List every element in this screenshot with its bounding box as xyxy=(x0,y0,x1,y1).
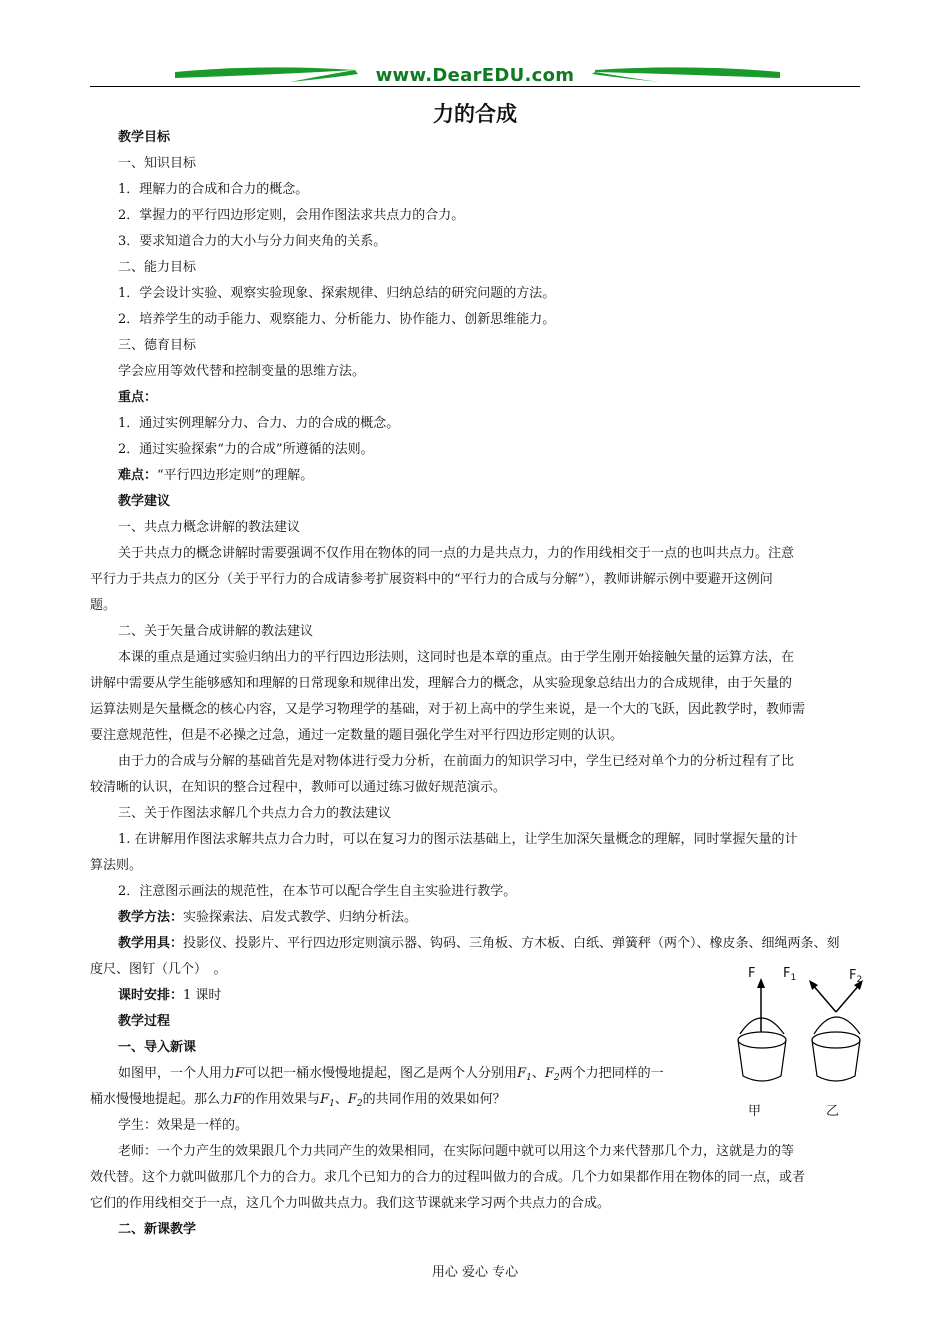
caption-jia: 甲 xyxy=(748,1104,762,1119)
ability-item-1: 1．学会设计实验、观察实验现象、探索规律、归纳总结的研究问题的方法。 xyxy=(118,286,556,301)
ability-heading: 二、能力目标 xyxy=(118,260,197,275)
intro2-text-a: 桶水慢慢地提起。那么力 xyxy=(90,1092,234,1107)
intro-text-a: 如图甲，一个人用力 xyxy=(118,1066,236,1081)
var-f1-2: $F_1$ xyxy=(320,1092,335,1109)
suggestion-2-p1-line-1: 本课的重点是通过实验归纳出力的平行四边形法则，这同时也是本章的重点。由于学生刚开始接触矢量的运算方法，在 xyxy=(118,650,795,665)
intro-text-c: 两个力把同样的一 xyxy=(559,1066,664,1081)
tools-line-2: 度尺、图钉（几个） 。 xyxy=(90,962,227,977)
caption-yi: 乙 xyxy=(826,1104,840,1119)
difficulty-line xyxy=(118,468,313,484)
intro-text-b: 可以把一桶水慢慢地提起，图乙是两个人分别用 xyxy=(244,1066,518,1081)
objectives-heading: 教学目标 xyxy=(118,130,171,145)
suggestion-2-p2-line-2: 较清晰的认识，在知识的整合过程中，教师可以通过练习做好规范演示。 xyxy=(90,780,507,795)
suggestion-3-p1-line-1: 1. 在讲解用作图法求解共点力合力时，可以在复习力的图示法基础上，让学生加深矢量概念的理解，同时掌握矢量的计 xyxy=(118,832,798,847)
intro2-text-c: 的共同作用的效果如何？ xyxy=(362,1092,506,1107)
suggestion-1-line-3: 题。 xyxy=(90,598,117,613)
label-f1: $F_1$ xyxy=(783,966,797,983)
suggestion-1-line-2: 平行力于共点力的区分（关于平行力的合成请参考扩展资料中的“平行力的合成与分解”），教师讲解示例中要避开这例问 xyxy=(90,572,773,587)
difficulty-label: 难点： xyxy=(118,468,158,483)
site-logo-text: www.DearEDU.com xyxy=(375,65,575,86)
suggestion-3-p1-line-2: 算法则。 xyxy=(90,858,143,873)
key-point-2: 2．通过实验探索“力的合成”所遵循的法则。 xyxy=(118,442,374,457)
methods-text: 实验探索法、启发式教学、归纳分析法。 xyxy=(183,910,418,925)
bucket-force-figure xyxy=(728,962,878,1122)
ability-item-2: 2．培养学生的动手能力、观察能力、分析能力、协作能力、创新思维能力。 xyxy=(118,312,556,327)
new-lesson-heading: 二、新课教学 xyxy=(118,1222,197,1237)
knowledge-heading: 一、知识目标 xyxy=(118,156,197,171)
intro-line-2 xyxy=(90,1092,506,1108)
teacher-line-3: 它们的作用线相交于一点，这几个力叫做共点力。我们这节课就来学习两个共点力的合成。 xyxy=(90,1196,611,1211)
intro-line-1 xyxy=(118,1066,664,1082)
knowledge-item-1: 1．理解力的合成和合力的概念。 xyxy=(118,182,309,197)
suggestion-2-p1-line-2: 讲解中需要从学生能够感知和理解的日常现象和规律出发，理解合力的概念，从实验现象总结出力的合成规律，由于矢量的 xyxy=(90,676,793,691)
suggestion-2-p2-line-1: 由于力的合成与分解的基础首先是对物体进行受力分析，在前面力的知识学习中，学生已经对单个力的分析过程有了比 xyxy=(118,754,795,769)
label-f2: $F_2$ xyxy=(849,968,863,985)
suggestion-1-heading: 一、共点力概念讲解的教法建议 xyxy=(118,520,301,535)
suggestion-2-p1-line-3: 运算法则是矢量概念的核心内容，又是学习物理学的基础，对于初上高中的学生来说，是一个大的飞跃，因此教学时，教师需 xyxy=(90,702,806,717)
intro2-text-b: 的作用效果与 xyxy=(242,1092,321,1107)
key-points-label: 重点： xyxy=(118,390,158,405)
var-f-2: F xyxy=(233,1092,243,1107)
tools-text-1: 投影仪、投影片、平行四边形定则演示器、钩码、三角板、方木板、白纸、弹簧秤（两个）、橡皮条、细绳两条、刻 xyxy=(183,936,840,951)
teacher-line-1: 老师：一个力产生的效果跟几个力共同产生的效果相同，在实际问题中就可以用这个力来代替那几个力，这就是力的等 xyxy=(118,1144,795,1159)
var-f2-2: $F_2$ xyxy=(347,1092,363,1109)
header-rule xyxy=(90,86,860,87)
var-f2: $F_2$ xyxy=(544,1066,560,1083)
tools-label: 教学用具： xyxy=(118,936,184,951)
knowledge-item-3: 3．要求知道合力的大小与分力间夹角的关系。 xyxy=(118,234,387,249)
schedule-label: 课时安排： xyxy=(118,988,184,1003)
moral-text: 学会应用等效代替和控制变量的思维方法。 xyxy=(118,364,366,379)
bucket-diagram xyxy=(728,962,878,1122)
schedule-text: 1 课时 xyxy=(183,988,222,1003)
suggestions-heading: 教学建议 xyxy=(118,494,171,509)
methods-line xyxy=(118,910,417,926)
student-answer: 学生：效果是一样的。 xyxy=(118,1118,249,1133)
suggestion-3-heading: 三、关于作图法求解几个共点力合力的教法建议 xyxy=(118,806,392,821)
process-heading: 教学过程 xyxy=(118,1014,171,1029)
suggestion-2-heading: 二、关于矢量合成讲解的教法建议 xyxy=(118,624,314,639)
page-footer: 用心 爱心 专心 xyxy=(431,1265,519,1280)
schedule-line xyxy=(118,988,221,1004)
separator-2: 、 xyxy=(334,1092,348,1107)
teacher-line-2: 效代替。这个力就叫做那几个力的合力。求几个已知力的合力的过程叫做力的合成。几个力如果都作用在物体的同一点，或者 xyxy=(90,1170,806,1185)
var-f1: $F_1$ xyxy=(517,1066,532,1083)
key-point-1: 1．通过实例理解分力、合力、力的合成的概念。 xyxy=(118,416,400,431)
suggestion-3-p2: 2．注意图示画法的规范性，在本节可以配合学生自主实验进行教学。 xyxy=(118,884,517,899)
difficulty-text: “平行四边形定则”的理解。 xyxy=(157,468,314,483)
page-title: 力的合成 xyxy=(433,102,517,126)
suggestion-1-line-1: 关于共点力的概念讲解时需要强调不仅作用在物体的同一点的力是共点力，力的作用线相交于一点的也叫共点力。注意 xyxy=(118,546,795,561)
suggestion-2-p1-line-4: 要注意规范性，但是不必操之过急，通过一定数量的题目强化学生对平行四边形定则的认识。 xyxy=(90,728,624,743)
knowledge-item-2: 2．掌握力的平行四边形定则，会用作图法求共点力的合力。 xyxy=(118,208,465,223)
methods-label: 教学方法： xyxy=(118,910,184,925)
label-f: F xyxy=(748,966,756,981)
tools-line-1 xyxy=(118,936,840,952)
intro-heading: 一、导入新课 xyxy=(118,1040,197,1055)
moral-heading: 三、德育目标 xyxy=(118,338,197,353)
var-f: F xyxy=(235,1066,245,1081)
separator: 、 xyxy=(531,1066,545,1081)
